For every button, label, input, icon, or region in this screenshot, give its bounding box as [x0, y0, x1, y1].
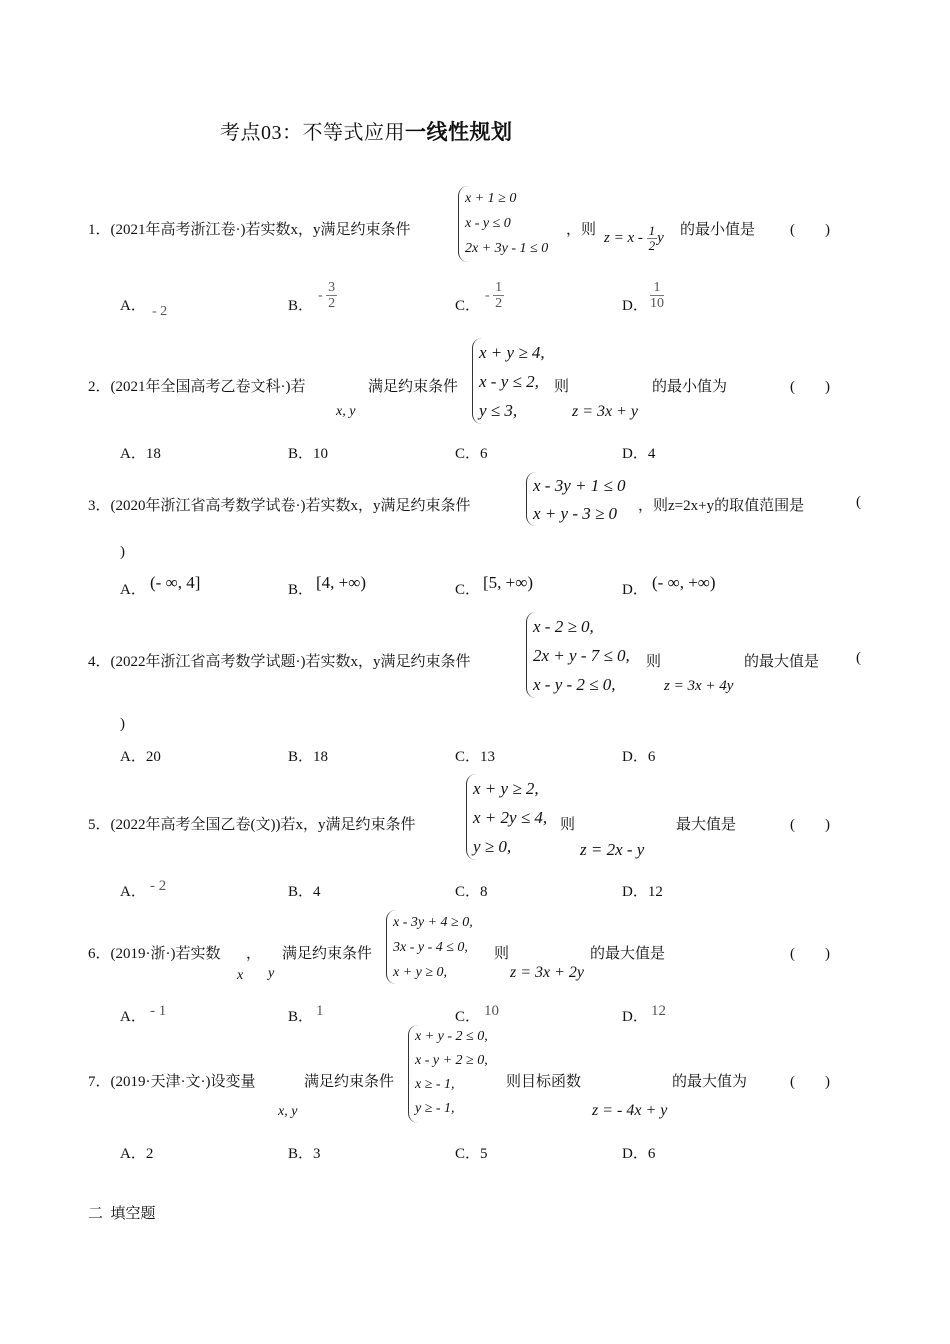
- q1-answer-paren: ( ): [790, 222, 830, 238]
- q5-option-b: B．4: [288, 884, 321, 900]
- q3-tail: ，则z=2x+y的取值范围是: [638, 498, 805, 514]
- q1-constraint-2: x - y ≤ 0: [465, 216, 511, 231]
- q7-stem: 7．(2019·天津·文·)设变量: [88, 1074, 256, 1090]
- q4-constraint-2: 2x + y - 7 ≤ 0,: [533, 646, 630, 665]
- q1-option-b-label: B．: [288, 298, 314, 314]
- q4-option-b: B．18: [288, 749, 329, 765]
- q1-option-b-den: 2: [328, 296, 336, 312]
- q1-target-num: 1: [648, 223, 656, 238]
- q6-target: z = 3x + 2y: [510, 964, 585, 981]
- q6-constraint-1: x - 3y + 4 ≥ 0,: [393, 915, 473, 930]
- q4-stem: 4．(2022年浙江省高考数学试题·)若实数x，y满足约束条件: [88, 654, 471, 670]
- q2-then: 则: [554, 379, 570, 395]
- q1-option-d-label: D．: [622, 298, 648, 314]
- q5-answer-paren: ( ): [790, 817, 830, 833]
- q1-option-a-label: A．: [120, 298, 146, 314]
- q5-ask: 最大值是: [676, 817, 737, 833]
- q6-answer-paren: ( ): [790, 946, 830, 962]
- q2-option-c: C．6: [455, 446, 488, 462]
- q3-option-d-value: (- ∞, +∞): [652, 573, 716, 592]
- q7-constraint-3: x ≥ - 1,: [415, 1077, 455, 1092]
- page-title: [220, 116, 513, 146]
- q2-constraint-1: x + y ≥ 4,: [479, 343, 545, 362]
- q4-constraint-3: x - y - 2 ≤ 0,: [533, 675, 616, 694]
- q1-option-c-value: [485, 280, 504, 312]
- q3-paren-close: ): [120, 544, 125, 560]
- q1-stem: 1．(2021年高考浙江卷·)若实数x，y满足约束条件: [88, 222, 411, 238]
- q4-paren-open: (: [856, 650, 861, 666]
- q2-answer-paren: ( ): [790, 379, 830, 395]
- q4-constraint-system: [526, 612, 630, 698]
- q1-target-suffix: y: [657, 230, 664, 247]
- q7-constraint-system: [408, 1025, 488, 1123]
- q6-option-d-value: 12: [651, 1003, 666, 1019]
- q5-constraint-2: x + 2y ≤ 4,: [473, 808, 548, 827]
- q4-ask: 的最大值是: [744, 654, 820, 670]
- q1-option-a-value: - 2: [152, 304, 168, 319]
- q6-then: 则: [494, 946, 510, 962]
- q2-constraint-3: y ≤ 3,: [479, 401, 518, 420]
- q3-option-c-value: [5, +∞): [483, 573, 534, 592]
- q3-option-a-value: (- ∞, 4]: [150, 573, 201, 592]
- q7-option-b: B．3: [288, 1146, 321, 1162]
- q4-option-d: D．6: [622, 749, 656, 765]
- q6-mid: 满足约束条件: [282, 946, 373, 962]
- q2-option-a: A．18: [120, 446, 161, 462]
- q5-constraint-1: x + y ≥ 2,: [473, 779, 539, 798]
- q1-target-fraction: [647, 224, 658, 254]
- q5-option-a-label: A．: [120, 884, 146, 900]
- q1-option-b-sign: -: [318, 288, 323, 304]
- q7-then: 则目标函数: [506, 1074, 582, 1090]
- q1-option-c-den: 2: [495, 296, 503, 312]
- q7-constraint-1: x + y - 2 ≤ 0,: [415, 1029, 488, 1044]
- q6-var-x: x: [237, 968, 244, 983]
- q6-var-y: y: [268, 966, 275, 981]
- q5-stem: 5．(2022年高考全国乙卷(文))若x，y满足约束条件: [88, 817, 416, 833]
- q3-constraint-1: x - 3y + 1 ≤ 0: [533, 476, 626, 495]
- q3-stem: 3．(2020年浙江省高考数学试卷·)若实数x，y满足约束条件: [88, 498, 471, 514]
- q5-option-a-value: - 2: [150, 878, 167, 894]
- q6-option-a-label: A．: [120, 1009, 146, 1025]
- q5-option-c: C．8: [455, 884, 488, 900]
- q7-answer-paren: ( ): [790, 1074, 830, 1090]
- q1-option-d-value: [650, 280, 664, 312]
- q1-option-d-fraction: [650, 280, 664, 312]
- q2-target: z = 3x + y: [572, 403, 639, 420]
- q1-constraint-1: x + 1 ≥ 0: [465, 191, 517, 206]
- q7-option-c: C．5: [455, 1146, 488, 1162]
- q4-constraint-1: x - 2 ≥ 0,: [533, 617, 594, 636]
- q1-ask: 的最小值是: [680, 222, 756, 238]
- q6-option-b-value: 1: [316, 1003, 324, 1019]
- q4-paren-close: ): [120, 716, 125, 732]
- q4-option-a: A．20: [120, 749, 161, 765]
- q6-comma: ，: [246, 946, 262, 962]
- q6-option-d-label: D．: [622, 1009, 648, 1025]
- q4-target: z = 3x + 4y: [664, 678, 734, 694]
- q1-option-d-num: 1: [650, 280, 664, 296]
- q1-target-den: 2: [648, 238, 656, 254]
- q7-vars: x, y: [278, 1104, 298, 1119]
- q3-paren-open: (: [856, 494, 861, 510]
- q1-option-c-sign: -: [485, 288, 490, 304]
- q7-target: z = - 4x + y: [592, 1102, 668, 1119]
- q5-constraint-3: y ≥ 0,: [473, 837, 512, 856]
- q3-constraint-2: x + y - 3 ≥ 0: [533, 504, 618, 523]
- q4-then: 则: [646, 654, 662, 670]
- q3-option-a-label: A．: [120, 582, 146, 598]
- q1-then: ，则: [566, 222, 597, 238]
- q7-constraint-4: y ≥ - 1,: [415, 1101, 455, 1116]
- q3-option-d-label: D．: [622, 582, 648, 598]
- q1-constraint-3: 2x + 3y - 1 ≤ 0: [465, 241, 549, 256]
- q2-option-b: B．10: [288, 446, 329, 462]
- q2-stem: 2．(2021年全国高考乙卷文科·)若: [88, 379, 306, 395]
- q1-option-b-value: [318, 280, 337, 312]
- q7-option-a: A．2: [120, 1146, 154, 1162]
- q6-ask: 的最大值是: [590, 946, 666, 962]
- q5-constraint-system: [466, 774, 547, 860]
- q4-option-c: C．13: [455, 749, 496, 765]
- q1-option-b-fraction: [326, 280, 337, 312]
- q3-option-b-value: [4, +∞): [316, 573, 367, 592]
- q6-constraint-2: 3x - y - 4 ≤ 0,: [393, 940, 468, 955]
- q1-constraint-system: [458, 186, 548, 262]
- q6-constraint-3: x + y ≥ 0,: [393, 965, 448, 980]
- q7-ask: 的最大值为: [672, 1074, 748, 1090]
- q6-constraint-system: [386, 910, 473, 984]
- q1-option-c-label: C．: [455, 298, 481, 314]
- q1-option-b-num: 3: [328, 280, 336, 295]
- q2-ask: 的最小值为: [652, 379, 728, 395]
- q5-target: z = 2x - y: [580, 840, 645, 859]
- q6-option-c-label: C．: [455, 1009, 481, 1025]
- q7-constraint-2: x - y + 2 ≥ 0,: [415, 1053, 488, 1068]
- q5-option-d: D．12: [622, 884, 663, 900]
- q6-option-a-value: - 1: [150, 1003, 167, 1019]
- q3-option-b-label: B．: [288, 582, 314, 598]
- q2-constraint-2: x - y ≤ 2,: [479, 372, 539, 391]
- q6-option-c-value: 10: [484, 1003, 499, 1019]
- q1-option-c-fraction: [493, 280, 504, 312]
- q1-option-c-num: 1: [495, 280, 503, 295]
- q2-mid: 满足约束条件: [368, 379, 459, 395]
- q5-then: 则: [560, 817, 576, 833]
- q3-option-c-label: C．: [455, 582, 481, 598]
- q2-option-d: D．4: [622, 446, 656, 462]
- q3-constraint-system: [526, 472, 626, 526]
- title-prefix: 考点03：不等式应用: [220, 122, 405, 144]
- q2-vars: x, y: [336, 404, 356, 419]
- section-heading-fill-in: 二 填空题: [88, 1206, 156, 1222]
- q7-mid: 满足约束条件: [304, 1074, 395, 1090]
- q1-target-prefix: z = x -: [604, 230, 643, 247]
- q6-stem: 6．(2019·浙·)若实数: [88, 946, 221, 962]
- q1-target: [604, 224, 664, 254]
- q6-option-b-label: B．: [288, 1009, 314, 1025]
- q1-option-d-den: 10: [650, 296, 664, 312]
- title-bold: 一线性规划: [405, 120, 513, 144]
- q7-option-d: D．6: [622, 1146, 656, 1162]
- q2-constraint-system: [472, 338, 545, 424]
